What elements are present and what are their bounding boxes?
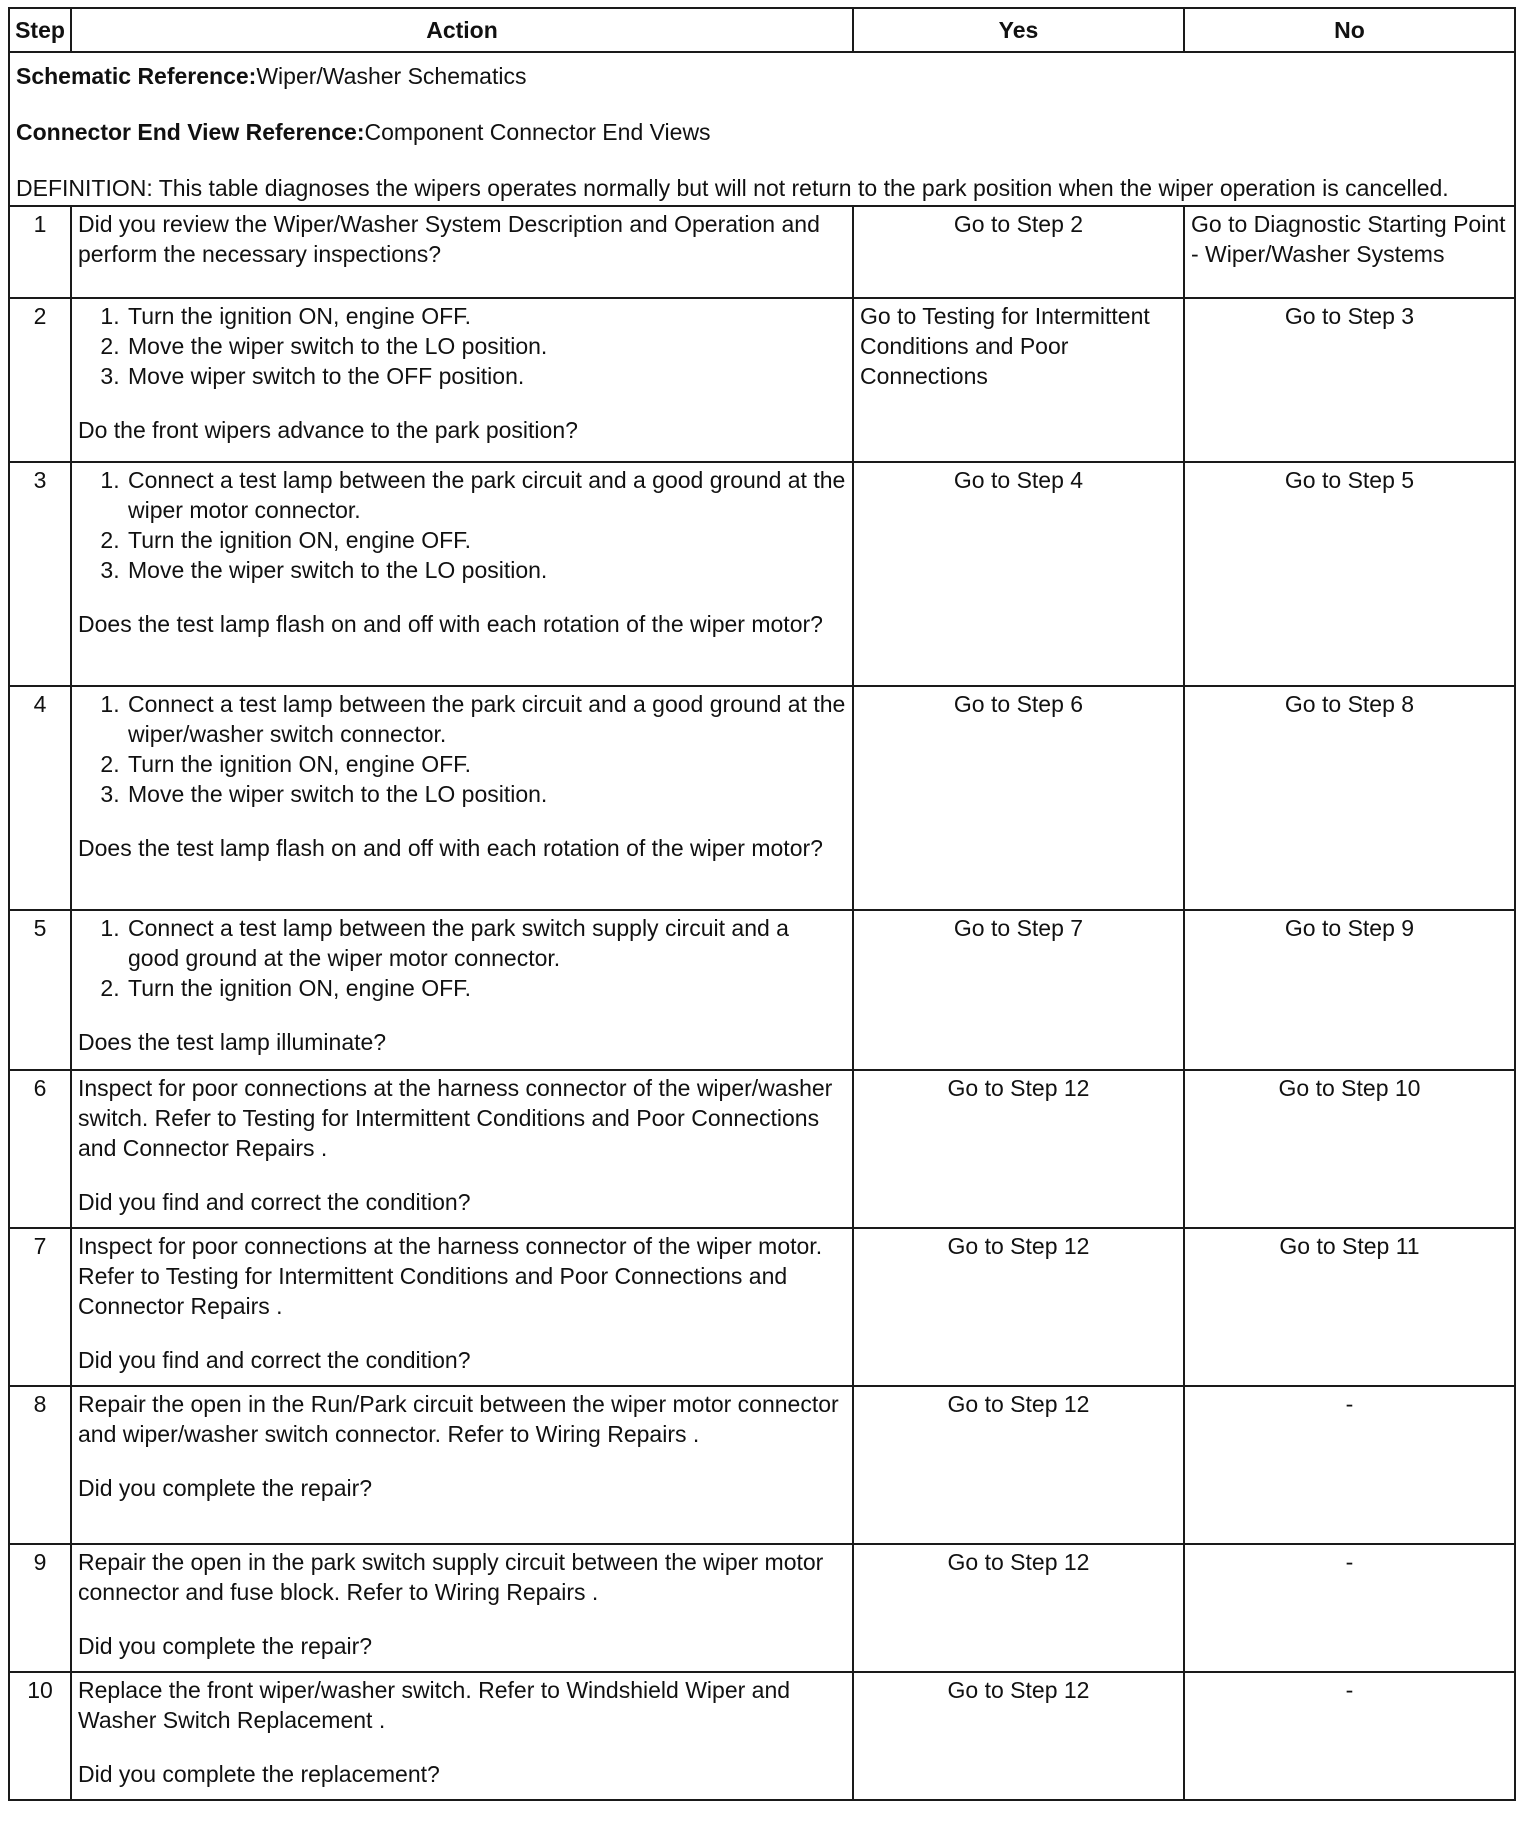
step-number: 2 bbox=[9, 298, 71, 462]
table-row bbox=[9, 298, 1515, 462]
schematic-reference-label: Schematic Reference: bbox=[16, 63, 257, 89]
no-cell: - bbox=[1184, 1672, 1515, 1800]
question-text: Does the test lamp illuminate? bbox=[78, 1029, 387, 1055]
header-no: No bbox=[1184, 8, 1515, 52]
yes-cell[interactable]: Go to Step 12 bbox=[853, 1544, 1184, 1672]
action-cell bbox=[71, 1386, 853, 1544]
header-row bbox=[9, 8, 1515, 52]
no-cell[interactable]: Go to Step 9 bbox=[1184, 910, 1515, 1070]
no-cell[interactable]: Go to Step 11 bbox=[1184, 1228, 1515, 1386]
diagnostic-table bbox=[8, 7, 1516, 1801]
step-number: 4 bbox=[9, 686, 71, 910]
question-text: Did you complete the repair? bbox=[78, 1633, 373, 1659]
yes-cell[interactable]: Go to Testing for Intermittent Conditions and Poor Connections bbox=[853, 298, 1184, 462]
list-item: 1. Turn the ignition ON, engine OFF. bbox=[126, 301, 846, 331]
schematic-reference-link[interactable]: Wiper/Washer Schematics bbox=[256, 63, 527, 89]
action-cell bbox=[71, 1228, 853, 1386]
table-row bbox=[9, 1070, 1515, 1228]
no-cell: - bbox=[1184, 1544, 1515, 1672]
no-cell: - bbox=[1184, 1386, 1515, 1544]
step-number: 1 bbox=[9, 206, 71, 298]
question-text: Does the test lamp flash on and off with each rotation of the wiper motor? bbox=[78, 611, 823, 637]
question-text: Did you complete the repair? bbox=[78, 1475, 373, 1501]
header-action: Action bbox=[71, 8, 853, 52]
action-cell bbox=[71, 298, 853, 462]
instruction-list bbox=[78, 913, 846, 1003]
no-cell[interactable]: Go to Step 3 bbox=[1184, 298, 1515, 462]
action-cell bbox=[71, 686, 853, 910]
action-text: Inspect for poor connections at the harness connector of the wiper motor. Refer to Testing for Intermittent Conditions and Poor Connections and Connector Repairs . bbox=[78, 1233, 823, 1319]
table-row bbox=[9, 462, 1515, 686]
list-item: 3. Move the wiper switch to the LO position. bbox=[126, 555, 846, 585]
question-text: Do the front wipers advance to the park position? bbox=[78, 417, 578, 443]
reference-row bbox=[9, 52, 1515, 206]
yes-cell[interactable]: Go to Step 12 bbox=[853, 1672, 1184, 1800]
diagnostic-table-container bbox=[8, 7, 1516, 1801]
step-number: 7 bbox=[9, 1228, 71, 1386]
definition-text: DEFINITION: This table diagnoses the wipers operates normally but will not return to the park position when the wiper operation is cancelled. bbox=[16, 175, 1449, 201]
connector-reference bbox=[16, 117, 1508, 147]
schematic-reference bbox=[16, 61, 1508, 91]
yes-cell[interactable]: Go to Step 12 bbox=[853, 1386, 1184, 1544]
question-text: Does the test lamp flash on and off with each rotation of the wiper motor? bbox=[78, 835, 823, 861]
list-item: 1. Connect a test lamp between the park circuit and a good ground at the wiper motor connector. bbox=[126, 465, 846, 525]
table-row bbox=[9, 910, 1515, 1070]
step-number: 5 bbox=[9, 910, 71, 1070]
action-cell bbox=[71, 1070, 853, 1228]
table-row bbox=[9, 1228, 1515, 1386]
question-text: Did you find and correct the condition? bbox=[78, 1189, 471, 1215]
yes-cell[interactable]: Go to Step 12 bbox=[853, 1228, 1184, 1386]
yes-cell[interactable]: Go to Step 12 bbox=[853, 1070, 1184, 1228]
table-row bbox=[9, 1672, 1515, 1800]
step-number: 3 bbox=[9, 462, 71, 686]
table-row bbox=[9, 1544, 1515, 1672]
yes-cell[interactable]: Go to Step 2 bbox=[853, 206, 1184, 298]
step-number: 6 bbox=[9, 1070, 71, 1228]
no-cell[interactable]: Go to Step 5 bbox=[1184, 462, 1515, 686]
action-text: Replace the front wiper/washer switch. Refer to Windshield Wiper and Washer Switch Replacement . bbox=[78, 1677, 791, 1733]
connector-reference-label: Connector End View Reference: bbox=[16, 119, 365, 145]
header-step: Step bbox=[9, 8, 71, 52]
list-item: 1. Connect a test lamp between the park switch supply circuit and a good ground at the wiper motor connector. bbox=[126, 913, 846, 973]
question-text: Did you complete the replacement? bbox=[78, 1761, 440, 1787]
action-cell bbox=[71, 206, 853, 298]
action-cell bbox=[71, 462, 853, 686]
instruction-list bbox=[78, 465, 846, 585]
instruction-list bbox=[78, 689, 846, 809]
yes-cell[interactable]: Go to Step 7 bbox=[853, 910, 1184, 1070]
instruction-list bbox=[78, 301, 846, 391]
step-number: 8 bbox=[9, 1386, 71, 1544]
no-cell[interactable]: Go to Step 8 bbox=[1184, 686, 1515, 910]
reference-cell bbox=[9, 52, 1515, 206]
action-text: Repair the open in the park switch supply circuit between the wiper motor connector and fuse block. Refer to Wiring Repairs . bbox=[78, 1549, 824, 1605]
action-cell bbox=[71, 1544, 853, 1672]
list-item: 2. Turn the ignition ON, engine OFF. bbox=[126, 973, 846, 1003]
action-text: Repair the open in the Run/Park circuit between the wiper motor connector and wiper/washer switch connector. Refer to Wiring Repairs . bbox=[78, 1391, 839, 1447]
list-item: 2. Move the wiper switch to the LO position. bbox=[126, 331, 846, 361]
action-text: Inspect for poor connections at the harness connector of the wiper/washer switch. Refer to Testing for Intermittent Conditions and Poor Connections and Connector Repairs . bbox=[78, 1075, 833, 1161]
connector-reference-link[interactable]: Component Connector End Views bbox=[364, 119, 711, 145]
header-yes: Yes bbox=[853, 8, 1184, 52]
step-number: 10 bbox=[9, 1672, 71, 1800]
table-row bbox=[9, 686, 1515, 910]
table-row bbox=[9, 1386, 1515, 1544]
yes-cell[interactable]: Go to Step 6 bbox=[853, 686, 1184, 910]
step-number: 9 bbox=[9, 1544, 71, 1672]
list-item: 3. Move the wiper switch to the LO position. bbox=[126, 779, 846, 809]
yes-cell[interactable]: Go to Step 4 bbox=[853, 462, 1184, 686]
table-row bbox=[9, 206, 1515, 298]
list-item: 1. Connect a test lamp between the park circuit and a good ground at the wiper/washer switch connector. bbox=[126, 689, 846, 749]
question-text: Did you find and correct the condition? bbox=[78, 1347, 471, 1373]
action-text: Did you review the Wiper/Washer System Description and Operation and perform the necessary inspections? bbox=[78, 211, 820, 267]
action-cell bbox=[71, 910, 853, 1070]
list-item: 2. Turn the ignition ON, engine OFF. bbox=[126, 749, 846, 779]
list-item: 2. Turn the ignition ON, engine OFF. bbox=[126, 525, 846, 555]
list-item: 3. Move wiper switch to the OFF position. bbox=[126, 361, 846, 391]
action-cell bbox=[71, 1672, 853, 1800]
no-cell[interactable]: Go to Diagnostic Starting Point - Wiper/Washer Systems bbox=[1184, 206, 1515, 298]
no-cell[interactable]: Go to Step 10 bbox=[1184, 1070, 1515, 1228]
